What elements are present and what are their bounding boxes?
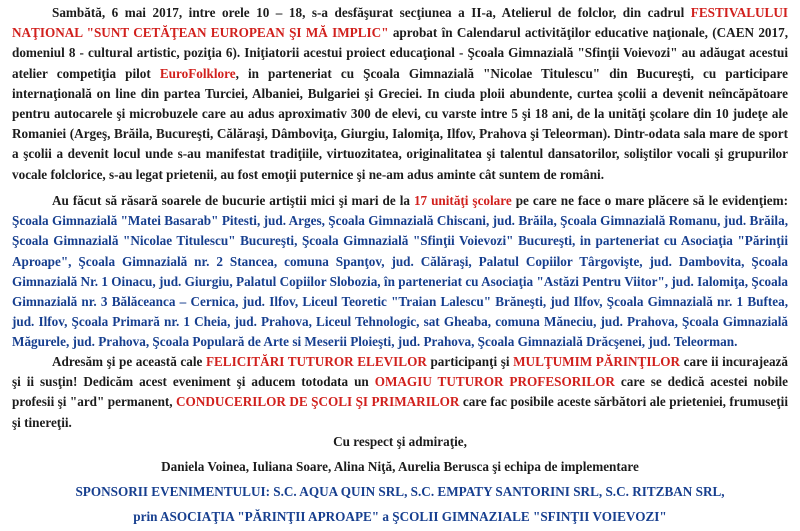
participating-schools-paragraph — [12, 191, 788, 353]
school-count-highlight: 17 unităţi şcolare — [413, 193, 512, 208]
paragraph-text: , in parteneriat cu Şcoala Gimnazială "Nicolae Titulescu" din Bucureşti, cu participare internaţională on line din partea Turciei, Albaniei, Bulgariei şi Greciei. In ciuda ploii abundente, curtea şcolii a devenit neîncăpătoare pentru autocarele şi microbuzele care au adus aproximativ 300 de elevi, cu varste intre 5 şi 18 ani, de la unităţi şcolare din 10 judeţe ale Romaniei (Argeş, Brăila, Bucureşti, Călăraşi, Dâmboviţa, Giurgiu, Ialomiţa, Ilfov, Prahova şi Teleorman). Dintr-odata sala mare de sport a şcolii a devenit locul unde s-au manifestat tradiţiile, virtuozitatea, originalitatea şi talentul dansatorilor, soliştilor vocali şi grupurilor vocale folclorice, s-au legat prietenii, au fost emoţii puternice şi ne-am adus aminte cât suntem de români. — [12, 65, 788, 182]
paragraph-text: care se dedică acestei nobile profesii şi "ard" permanent, — [12, 374, 788, 410]
paragraph-text: Au făcut să răsară soarele de bucurie artiştii mici şi mari de la — [52, 193, 414, 208]
competition-name: EuroFolklore — [159, 65, 236, 81]
paragraph-text: care ii incurajează şi ii susţin! Dedicăm acest eveniment şi aducem totodata un — [12, 354, 788, 390]
event-summary-paragraph — [12, 3, 788, 185]
tribute-teachers-highlight: OMAGIU TUTUROR PROFESORILOR — [374, 374, 615, 390]
sponsors-line: SPONSORII EVENIMENTULUI: S.C. AQUA QUIN SRL, S.C. EMPATY SANTORINI SRL, S.C. RITZBAN SRL, — [75, 484, 725, 499]
paragraph-text: Adresăm şi pe această cale — [52, 354, 206, 369]
paragraph-text: participanţi şi — [426, 354, 514, 369]
school-leaders-highlight: CONDUCERILOR DE ŞCOLI ŞI PRIMARILOR — [176, 394, 460, 410]
sponsors-association-line: prin ASOCIAŢIA "PĂRINŢII APROAPE" a ŞCOLII GIMNAZIALE "SFINŢII VOIEVOZI" — [133, 509, 667, 524]
paragraph-text: care fac posibile aceste sărbători ale prieteniei, frumuseţii şi tinereţii. — [12, 394, 788, 430]
paragraph-text: Sambătă, 6 mai 2017, intre orele 10 – 18, s-a desfăşurat secţiunea a II-a, Atelierul de folclor, din cadrul — [52, 5, 691, 20]
closing-line: Cu respect şi admiraţie, — [333, 434, 467, 449]
signatures-line: Daniela Voinea, Iuliana Soare, Alina Niţă, Aurelia Berusca şi echipa de implementare — [161, 459, 639, 474]
congrats-students-highlight: FELICITĂRI TUTUROR ELEVILOR — [205, 354, 427, 369]
festival-name: FESTIVALULUI NAŢIONAL "SUNT CETĂŢEAN EUROPEAN ŞI MĂ IMPLIC" — [12, 5, 788, 41]
paragraph-text: pe care ne face o mare plăcere să le evidenţiem: — [511, 193, 788, 208]
paragraph-text: aprobat în Calendarul activităţilor educative naţionale, (CAEN 2017, domeniul 8 - cultural artistic, poziţia 6). Iniţiatorii acestui proiect educaţional - Şcoala Gimnazială "Sfinţii Voievozi" au adăugat acestui atelier competiţia pilot — [12, 25, 788, 81]
school-list: Şcoala Gimnazială "Matei Basarab" Pitesti, jud. Arges, Şcoala Gimnazială Chiscani, jud. Brăila, Şcoala Gimnazială Romanu, jud. Brăila, Şcoala Gimnazială "Nicolae Titulescu" Bucureşti, Şcoala Gimnazială "Sfinţii Voievozi" Bucureşti, in parteneriat cu Asociaţia "Părinţii Aproape", Şcoala Gimnazială nr. 2 Stancea, comuna Spanţov, jud. Călăraşi, Palatul Copiilor Târgovişte, jud. Dambovita, Şcoala Gimnazială Nr. 1 Oinacu, jud. Giurgiu, Palatul Copiilor Slobozia, în parteneriat cu Asociaţia "Astăzi Pentru Viitor", jud. Ialomiţa, Şcoala Gimnazială nr. 3 Bălăceanca – Cernica, jud. Ilfov, Liceul Teoretic "Traian Lalescu" Brăneşti, jud Ilfov, Şcoala Gimnazială nr. 1 Buftea, jud. Ilfov, Şcoala Primară nr. 1 Cheia, jud. Prahova, Liceul Tehnologic, sat Gheaba, comuna Măneciu, jud. Prahova, Şcoala Gimnazială Măgurele, jud. Prahova, Şcoala Populară de Arte si Meserii Ploieşti, jud. Prahova, Şcoala Gimnazială Drăcşenei, jud. Teleorman. — [12, 213, 788, 350]
thanks-parents-highlight: MULŢUMIM PĂRINŢILOR — [513, 354, 681, 369]
acknowledgements-paragraph — [12, 352, 788, 433]
